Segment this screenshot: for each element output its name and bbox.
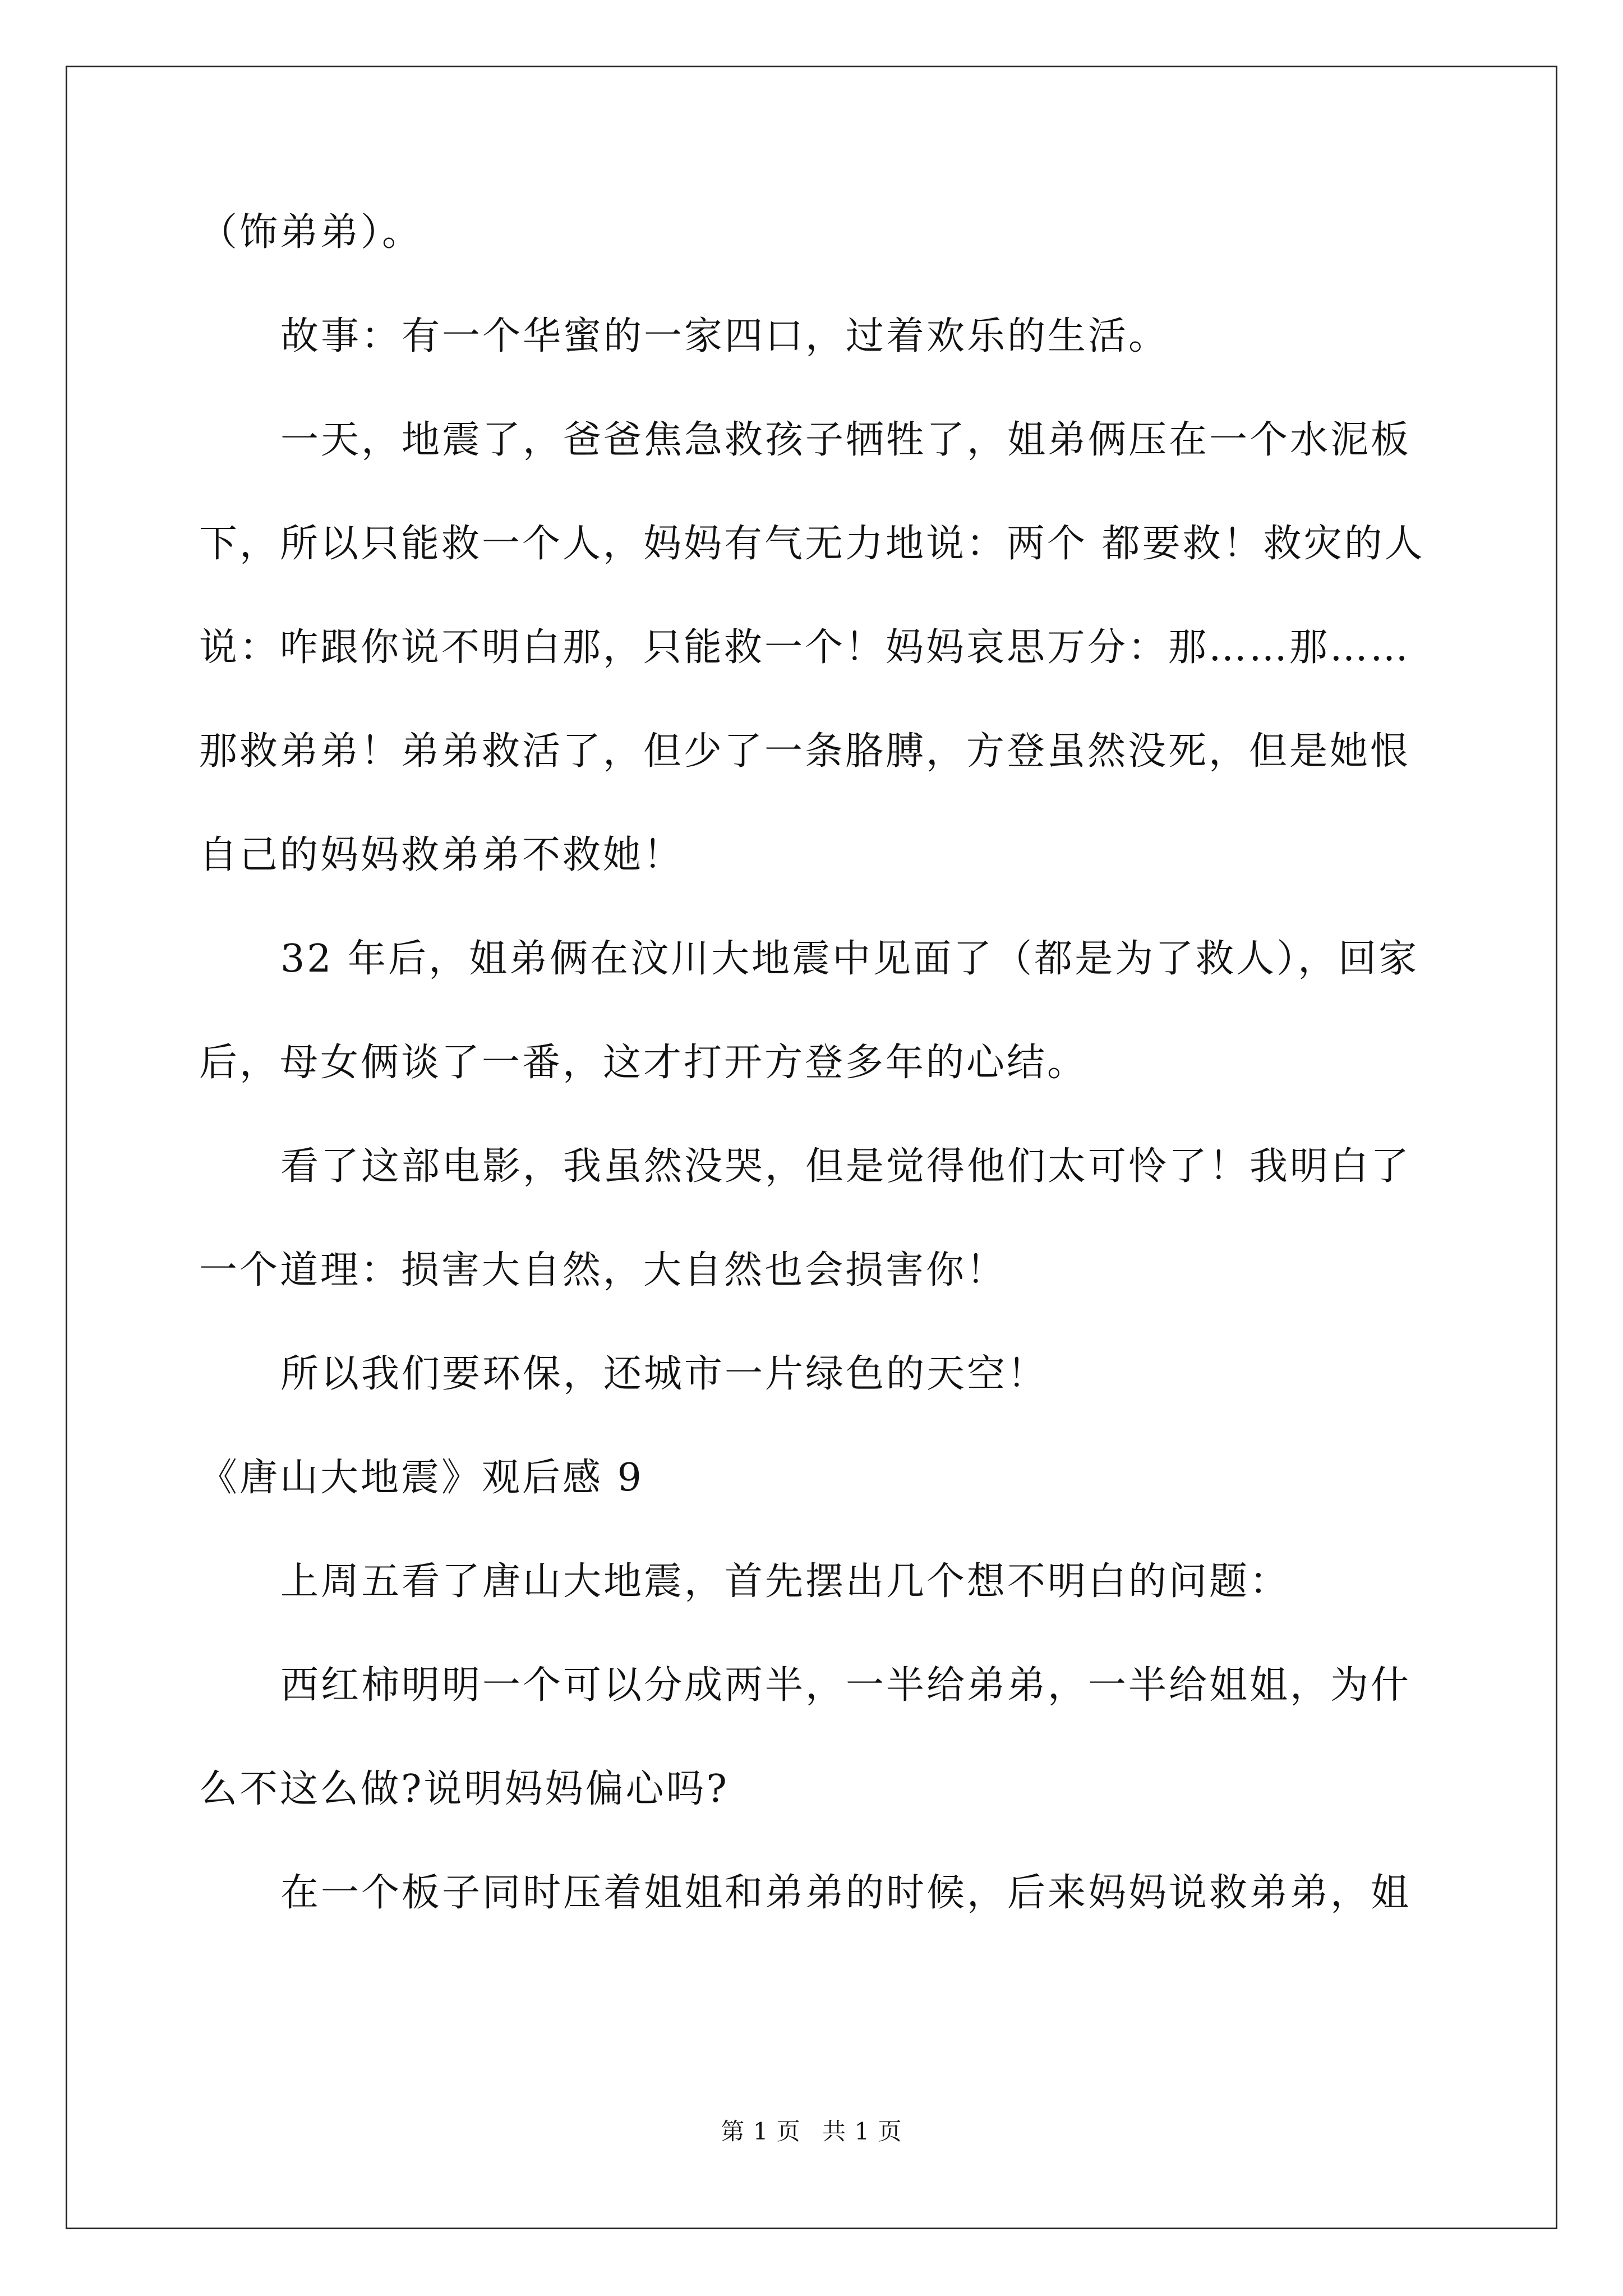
paragraph-line: 故事：有一个华蜜的一家四口，过着欢乐的生活。 [280, 314, 1169, 358]
text-line: 自己的妈妈救弟弟不救她！ [199, 833, 684, 877]
text-line: 那救弟弟！弟弟救活了，但少了一条胳膊，方登虽然没死，但是她恨 [199, 729, 1411, 774]
text-line: 一个道理：损害大自然，大自然也会损害你！ [199, 1248, 1007, 1292]
text-line: 后，母女俩谈了一番，这才打开方登多年的心结。 [199, 1041, 1088, 1085]
paragraph-line: 一天，地震了，爸爸焦急救孩子牺牲了，姐弟俩压在一个水泥板 [280, 418, 1412, 462]
text-line: （饰弟弟）。 [199, 210, 423, 255]
text-line: 说：咋跟你说不明白那，只能救一个！妈妈哀思万分：那……那…… [199, 625, 1411, 670]
page-number-current: 第 1 页 [721, 2118, 801, 2145]
page-number-total: 共 1 页 [822, 2118, 902, 2145]
paragraph-line: 在一个板子同时压着姐姐和弟弟的时候，后来妈妈说救弟弟，姐 [280, 1871, 1412, 1915]
paragraph-line: 西红柿明明一个可以分成两半，一半给弟弟，一半给姐姐，为什 [280, 1663, 1412, 1708]
paragraph-line: 32 年后，姐弟俩在汶川大地震中见面了（都是为了救人），回家 [280, 937, 1419, 981]
text-line: 么不这么做?说明妈妈偏心吗? [199, 1767, 729, 1811]
paragraph-line: 看了这部电影，我虽然没哭，但是觉得他们太可怜了！我明白了 [280, 1144, 1412, 1189]
section-heading: 《唐山大地震》观后感 9 [199, 1456, 644, 1500]
page-footer [0, 2115, 1623, 2148]
paragraph-line: 上周五看了唐山大地震，首先摆出几个想不明白的问题： [280, 1559, 1290, 1604]
paragraph-line: 所以我们要环保，还城市一片绿色的天空！ [280, 1352, 1048, 1396]
text-line: 下，所以只能救一个人，妈妈有气无力地说：两个 都要救！救灾的人 [199, 522, 1425, 566]
